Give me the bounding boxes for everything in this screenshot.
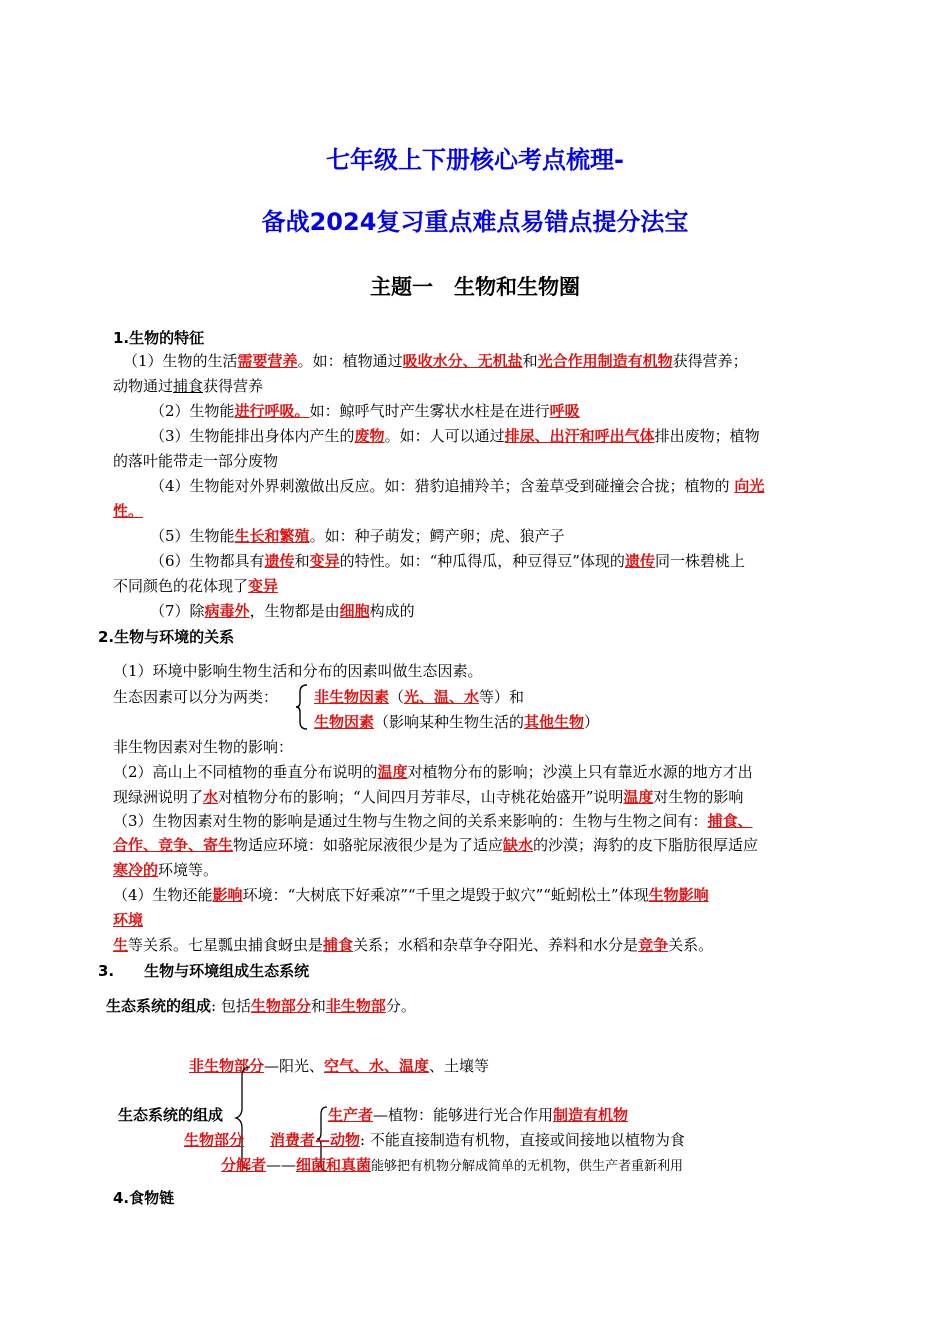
s2-line-6: （4）生物还能影响环境：“大树底下好乘凉”“千里之堤毁于蚁穴”“蚯蚓松土”体现生物影响 [113, 886, 709, 904]
s1-line-5: （5）生物能生长和繁殖。如：种子萌发；鳄产卵；虎、狼产子 [150, 527, 565, 545]
s1-line-1: （1）生物的生活需要营养。如：植物通过吸收水分、无机盐和光合作用制造有机物获得营养； [123, 352, 748, 370]
s1-line-4: （4）生物能对外界刺激做出反应。如：猎豹追捕羚羊；含羞草受到碰撞会合拢；植物的 向光 [150, 477, 765, 495]
s1-line-6: （6）生物都具有遗传和变异的特性。如：“种瓜得瓜，种豆得豆”体现的遗传同一株碧桃上 [150, 552, 745, 570]
document-title-line2: 备战2024复习重点难点易错点提分法宝 [261, 208, 689, 236]
diagram-producer: 生产者—植物：能够进行光合作用制造有机物 [328, 1106, 629, 1124]
s2-line-6c: 生等关系。七星瓢虫捕食蚜虫是捕食关系；水稻和杂草争夺阳光、养料和水分是竞争关系。 [113, 936, 714, 954]
s1-line-3: （3）生物能排出身体内产生的废物。如：人可以通过排尿、出汗和呼出气体排出废物；植物 [150, 427, 760, 445]
s2-line-5b: 合作、竞争、寄生物适应环境：如骆驼尿液很少是为了适应缺水的沙漠；海豹的皮下脂肪很厚适应 [113, 836, 759, 854]
diagram-consumer: 消费者—动物: 不能直接制造有机物，直接或间接地以植物为食 [270, 1131, 685, 1149]
s1-line-3b: 的落叶能带走一部分废物 [113, 452, 279, 470]
document-title-line1: 七年级上下册核心考点梳理- [326, 146, 624, 174]
s2-line-4b: 现绿洲说明了水对植物分布的影响；“人间四月芳菲尽，山寺桃花始盛开”说明温度对生物的影响 [113, 788, 744, 806]
s2-line-6b: 环境 [113, 911, 144, 929]
diagram-abiotic: 非生物部分—阳光、空气、水、温度、土壤等 [189, 1057, 490, 1075]
s2-line-2: 生态因素可以分为两类： [113, 688, 279, 706]
s1-line-7: （7）除病毒外，生物都是由细胞构成的 [150, 602, 415, 620]
section-heading-2: 2.生物与环境的关系 [98, 628, 235, 646]
diagram-root: 生态系统的组成 [118, 1106, 224, 1124]
s1-line-2: （2）生物能进行呼吸。如：鲸呼气时产生雾状水柱是在进行呼吸 [150, 402, 580, 420]
theme-title: 主题一 生物和生物圈 [370, 275, 580, 299]
s2-line-5c: 寒冷的环境等。 [113, 861, 219, 879]
s1-line-1b: 动物通过捕食获得营养 [113, 377, 264, 395]
s1-line-6b: 不同颜色的花体现了变异 [113, 577, 279, 595]
curly-brace-icon [295, 684, 309, 730]
diagram-decomposer: 分解者——细菌和真菌能够把有机物分解成简单的无机物，供生产者重新利用 [221, 1156, 684, 1174]
section-heading-1: 1.生物的特征 [113, 329, 205, 347]
s1-line-4b: 性。 [113, 502, 144, 520]
s3-line-1: 生态系统的组成: 包括生物部分和非生物部分。 [106, 997, 416, 1015]
s2-branch-biotic: 生物因素（影响某种生物生活的其他生物） [314, 713, 600, 731]
diagram-biotic: 生物部分 [184, 1131, 245, 1149]
section-heading-3: 3. 生物与环境组成生态系统 [98, 962, 310, 980]
s2-line-1: （1）环境中影响生物生活和分布的因素叫做生态因素。 [113, 662, 483, 680]
s2-line-5: （3）生物因素对生物的影响是通过生物与生物之间的关系来影响的：生物与生物之间有：捕食、 [113, 812, 753, 830]
s2-line-4: （2）高山上不同植物的垂直分布说明的温度对植物分布的影响；沙漠上只有靠近水源的地方才出 [113, 763, 753, 781]
s2-line-3: 非生物因素对生物的影响： [113, 738, 294, 756]
section-heading-4: 4.食物链 [113, 1189, 175, 1207]
s2-branch-abiotic: 非生物因素（光、温、水等）和 [314, 688, 525, 706]
